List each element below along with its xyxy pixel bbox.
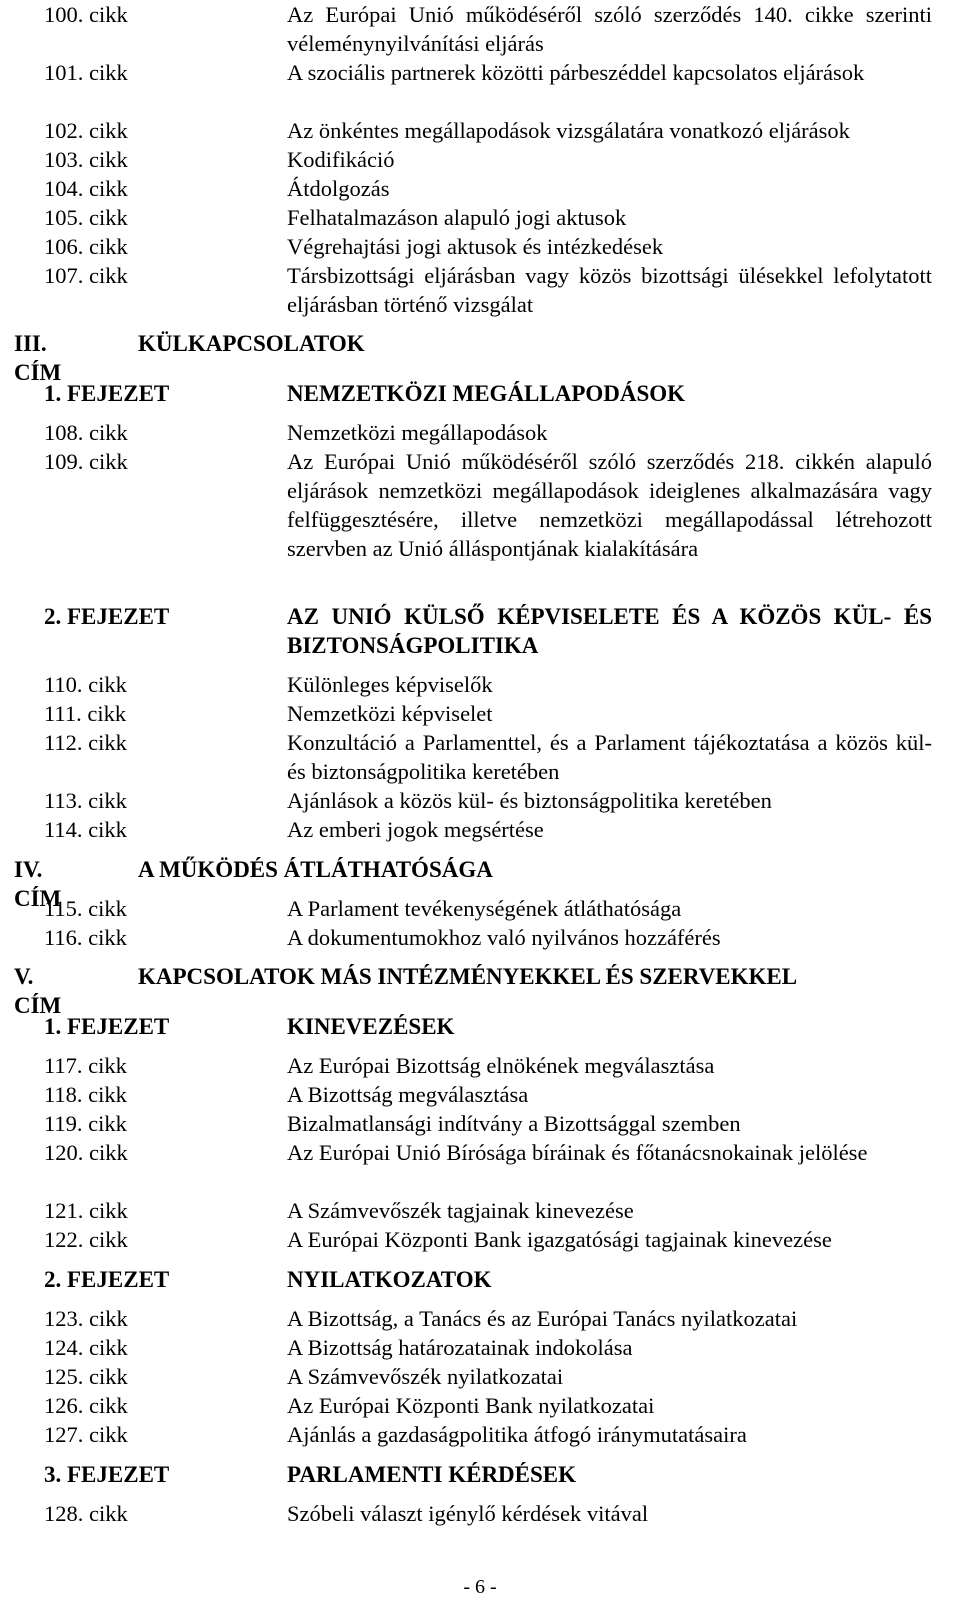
article-title: Kodifikáció xyxy=(287,147,395,172)
article-title: Szóbeli választ igénylő kérdések vitával xyxy=(287,1501,649,1526)
article-title: A Számvevőszék tagjainak kinevezése xyxy=(287,1198,634,1223)
article-number: 105. cikk xyxy=(44,205,128,230)
article-number: 106. cikk xyxy=(44,234,128,259)
chapter-title: AZ UNIÓ KÜLSŐ KÉPVISELETE ÉS A KÖZÖS KÜL- ÉS BIZTONSÁGPOLITIKA xyxy=(287,604,932,658)
article-number: 112. cikk xyxy=(44,730,127,755)
article-number: 110. cikk xyxy=(44,672,127,697)
article-number: 109. cikk xyxy=(44,449,128,474)
chapter-label: 3. FEJEZET xyxy=(44,1462,170,1487)
article-number: 108. cikk xyxy=(44,420,128,445)
article-title: Nemzetközi megállapodások xyxy=(287,420,548,445)
page-number: - 6 - xyxy=(463,1576,497,1598)
article-title: Társbizottsági eljárásban vagy közös bizottsági ülésekkel lefolytatott eljárásban történő vizsgálat xyxy=(287,263,932,317)
title-text: KAPCSOLATOK MÁS INTÉZMÉNYEKKEL ÉS SZERVEKKEL xyxy=(138,964,798,989)
title-text: KÜLKAPCSOLATOK xyxy=(138,331,365,356)
article-title: Az Európai Unió Bírósága bíráinak és főtanácsnokainak jelölése xyxy=(287,1140,868,1165)
article-number: 104. cikk xyxy=(44,176,128,201)
chapter-title: NEMZETKÖZI MEGÁLLAPODÁSOK xyxy=(287,381,686,406)
chapter-title: NYILATKOZATOK xyxy=(287,1267,492,1292)
article-number: 115. cikk xyxy=(44,896,127,921)
article-number: 117. cikk xyxy=(44,1053,127,1078)
article-number: 113. cikk xyxy=(44,788,127,813)
article-number: 101. cikk xyxy=(44,60,128,85)
article-number: 122. cikk xyxy=(44,1227,128,1252)
article-title: A Számvevőszék nyilatkozatai xyxy=(287,1364,564,1389)
chapter-title: PARLAMENTI KÉRDÉSEK xyxy=(287,1462,577,1487)
article-number: 124. cikk xyxy=(44,1335,128,1360)
article-number: 120. cikk xyxy=(44,1140,128,1165)
article-title: A dokumentumokhoz való nyilvános hozzáférés xyxy=(287,925,721,950)
article-title: A szociális partnerek közötti párbeszéddel kapcsolatos eljárások xyxy=(287,60,865,85)
article-title: Az Európai Unió működéséről szóló szerződés 140. cikke szerinti véleménynyilvánítási eljárás xyxy=(287,2,932,56)
article-title: Ajánlás a gazdaságpolitika átfogó iránymutatásaira xyxy=(287,1422,747,1447)
chapter-label: 2. FEJEZET xyxy=(44,604,170,629)
title-label: IV. CÍM xyxy=(14,857,62,911)
chapter-label: 1. FEJEZET xyxy=(44,381,170,406)
article-title: Átdolgozás xyxy=(287,176,390,201)
article-title: Az Európai Unió működéséről szóló szerződés 218. cikkén alapuló eljárások nemzetközi megállapodások ideiglenes alkalmazására vagy felfüggesztésére, illetve nemzetközi megállapodással létrehozott szervben az Unió álláspontjának kialakítására xyxy=(287,449,932,561)
article-title: Az Európai Központi Bank nyilatkozatai xyxy=(287,1393,655,1418)
article-title: A Bizottság, a Tanács és az Európai Tanács nyilatkozatai xyxy=(287,1306,798,1331)
article-number: 102. cikk xyxy=(44,118,128,143)
article-number: 121. cikk xyxy=(44,1198,128,1223)
article-title: Az önkéntes megállapodások vizsgálatára vonatkozó eljárások xyxy=(287,118,850,143)
chapter-title: KINEVEZÉSEK xyxy=(287,1014,455,1039)
article-number: 103. cikk xyxy=(44,147,128,172)
article-title: A Parlament tevékenységének átláthatósága xyxy=(287,896,682,921)
article-number: 100. cikk xyxy=(44,2,128,27)
article-title: Különleges képviselők xyxy=(287,672,493,697)
article-number: 118. cikk xyxy=(44,1082,127,1107)
article-title: Az emberi jogok megsértése xyxy=(287,817,544,842)
article-title: Az Európai Bizottság elnökének megválasztása xyxy=(287,1053,715,1078)
article-title: Ajánlások a közös kül- és biztonságpolitika keretében xyxy=(287,788,772,813)
article-number: 116. cikk xyxy=(44,925,127,950)
article-number: 127. cikk xyxy=(44,1422,128,1447)
title-text: A MŰKÖDÉS ÁTLÁTHATÓSÁGA xyxy=(138,857,493,882)
article-number: 125. cikk xyxy=(44,1364,128,1389)
article-title: A Bizottság megválasztása xyxy=(287,1082,529,1107)
article-title: A Bizottság határozatainak indokolása xyxy=(287,1335,633,1360)
article-number: 119. cikk xyxy=(44,1111,127,1136)
article-title: Végrehajtási jogi aktusok és intézkedések xyxy=(287,234,664,259)
article-number: 114. cikk xyxy=(44,817,127,842)
article-title: Konzultáció a Parlamenttel, és a Parlament tájékoztatása a közös kül- és biztonságpolitika keretében xyxy=(287,730,932,784)
article-number: 107. cikk xyxy=(44,263,128,288)
article-number: 126. cikk xyxy=(44,1393,128,1418)
article-title: A Európai Központi Bank igazgatósági tagjainak kinevezése xyxy=(287,1227,832,1252)
title-label: V. CÍM xyxy=(14,964,62,1018)
article-title: Nemzetközi képviselet xyxy=(287,701,493,726)
article-number: 111. cikk xyxy=(44,701,127,726)
chapter-label: 1. FEJEZET xyxy=(44,1014,170,1039)
article-title: Bizalmatlansági indítvány a Bizottsággal szemben xyxy=(287,1111,741,1136)
title-label: III. CÍM xyxy=(14,331,62,385)
chapter-label: 2. FEJEZET xyxy=(44,1267,170,1292)
article-number: 123. cikk xyxy=(44,1306,128,1331)
article-number: 128. cikk xyxy=(44,1501,128,1526)
article-title: Felhatalmazáson alapuló jogi aktusok xyxy=(287,205,627,230)
